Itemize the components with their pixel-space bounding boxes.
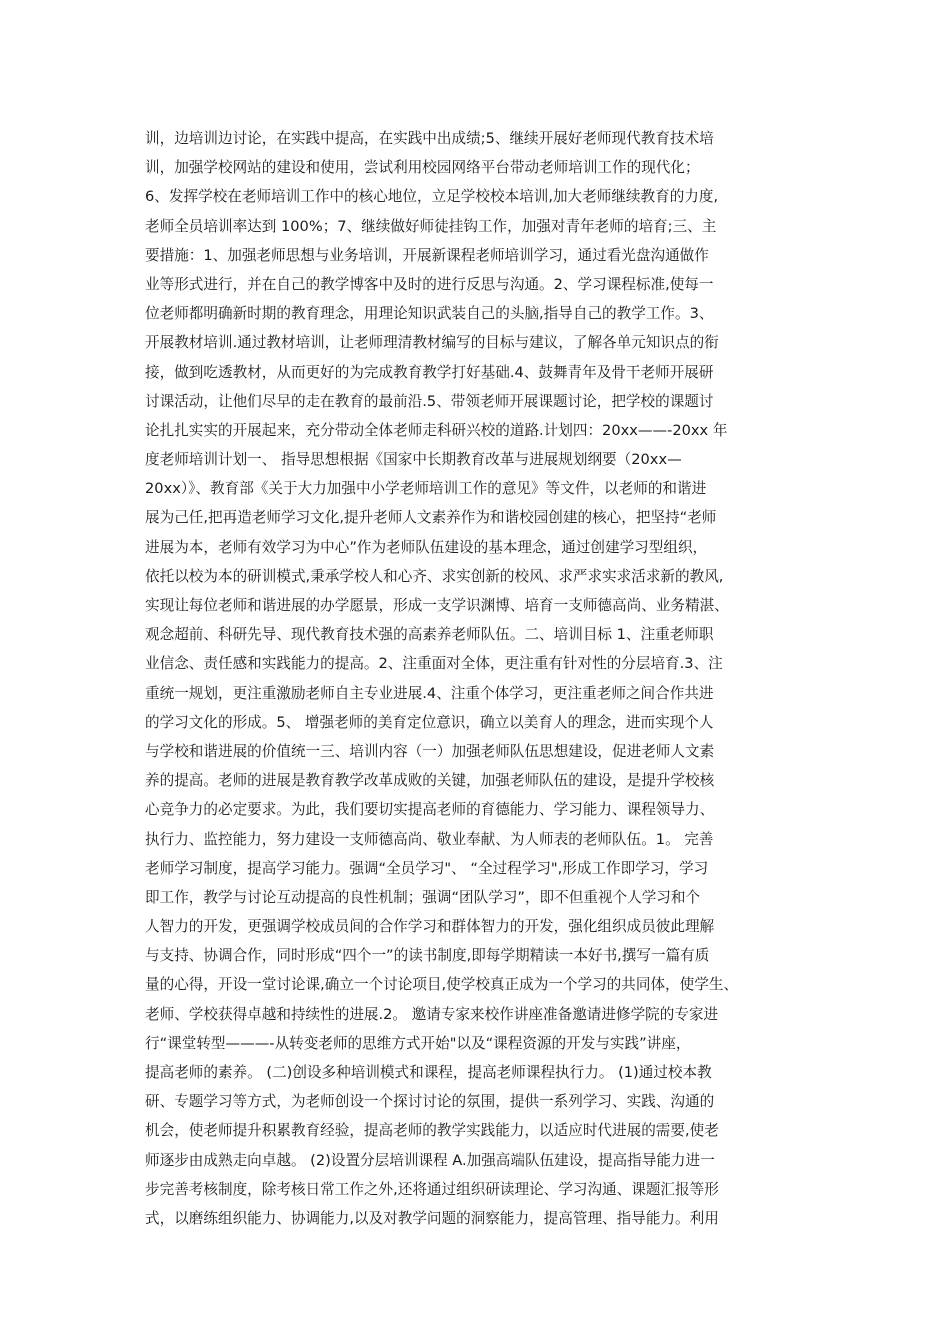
text-line: 位老师都明确新时期的教育理念，用理论知识武装自己的头脑,指导自己的教学工作。3、 <box>145 305 714 323</box>
text-line: 式，以磨练组织能力、协调能力,以及对教学问题的洞察能力，提高管理、指导能力。利用 <box>145 1209 719 1227</box>
text-line: 养的提高。老师的进展是教育教学改革成败的关键，加强老师队伍的建设，是提升学校核 <box>145 772 715 790</box>
text-line: 度老师培训计划一、 指导思想根据《国家中长期教育改革与进展规划纲要（20xx— <box>145 451 682 469</box>
text-line: 量的心得，开设一堂讨论课,确立一个讨论项目,使学校真正成为一个学习的共同体，使学生、 <box>145 976 739 994</box>
text-line: 机会，使老师提升积累教育经验，提高老师的教学实践能力，以适应时代进展的需要,使老 <box>145 1122 719 1140</box>
text-line: 业等形式进行，并在自己的教学博客中及时的进行反思与沟通。2、学习课程标准,使每一 <box>145 275 714 293</box>
text-line: 人智力的开发，更强调学校成员间的合作学习和群体智力的开发，强化组织成员彼此理解 <box>145 918 715 936</box>
text-line: 老师、学校获得卓越和持续性的进展.2。 邀请专家来校作讲座准备邀请进修学院的专家进 <box>145 1005 719 1023</box>
text-line: 论扎扎实实的开展起来，充分带动全体老师走科研兴校的道路.计划四：20xx——-20xx 年 <box>145 421 728 439</box>
text-line: 业信念、责任感和实践能力的提高。2、注重面对全体，更注重有针对性的分层培育.3、注 <box>145 655 723 673</box>
text-line: 研、专题学习等方式，为老师创设一个探讨讨论的氛围，提供一系列学习、实践、沟通的 <box>145 1093 715 1111</box>
text-line: 提高老师的素养。 (二)创设多种培训模式和课程，提高老师课程执行力。 (1)通过校本教 <box>145 1064 712 1081</box>
text-line: 步完善考核制度，除考核日常工作之外,还将通过组织研读理论、学习沟通、课题汇报等形 <box>145 1180 719 1198</box>
text-line: 即工作，教学与讨论互动提高的良性机制；强调“团队学习”，即不但重视个人学习和个 <box>145 888 701 906</box>
text-line: 与支持、协调合作，同时形成“四个一”的读书制度,即每学期精读一本好书,撰写一篇有质 <box>145 947 710 965</box>
text-line: 依托以校为本的研训模式,秉承学校人和心齐、求实创新的校风、求严求实求活求新的教风, <box>145 567 724 585</box>
text-line: 20xx）》、教育部《关于大力加强中小学老师培训工作的意见》等文件，以老师的和谐进 <box>145 480 707 498</box>
text-line: 行“课堂转型———-从转变老师的思维方式开始"以及“课程资源的开发与实践”讲座， <box>145 1034 691 1052</box>
text-line: 进展为本，老师有效学习为中心”作为老师队伍建设的基本理念，通过创建学习型组织， <box>145 538 708 556</box>
text-line: 训，边培训边讨论，在实践中提高，在实践中出成绩;5、继续开展好老师现代教育技术培 <box>145 130 714 147</box>
text-line: 实现让每位老师和谐进展的办学愿景，形成一支学识渊博、培育一支师德高尚、业务精湛、 <box>145 597 729 614</box>
text-line: 要措施：1、加强老师思想与业务培训，开展新课程老师培训学习，通过看光盘沟通做作 <box>145 246 709 264</box>
text-line: 6、发挥学校在老师培训工作中的核心地位，立足学校校本培训,加大老师继续教育的力度, <box>145 188 719 206</box>
text-line: 观念超前、科研先导、现代教育技术强的高素养老师队伍。二、培训目标 1、注重老师职 <box>145 626 714 644</box>
text-line: 训，加强学校网站的建设和使用，尝试利用校园网络平台带动老师培训工作的现代化； <box>145 159 700 177</box>
body-text <box>145 124 810 1233</box>
text-line: 的学习文化的形成。5、 增强老师的美育定位意识，确立以美育人的理念，进而实现个人 <box>145 713 714 731</box>
text-line: 执行力、监控能力，努力建设一支师德高尚、敬业奉献、为人师表的老师队伍。1。 完善 <box>145 830 714 848</box>
text-line: 讨课活动，让他们尽早的走在教育的最前沿.5、带领老师开展课题讨论，把学校的课题讨 <box>145 392 714 410</box>
text-line: 开展教材培训.通过教材培训，让老师理清教材编写的目标与建议，了解各单元知识点的衔 <box>145 334 719 352</box>
text-line: 重统一规划，更注重激励老师自主专业进展.4、注重个体学习，更注重老师之间合作共进 <box>145 684 714 702</box>
text-line: 老师全员培训率达到 100%；7、继续做好师徒挂钩工作，加强对青年老师的培育;三、主 <box>145 217 717 235</box>
text-line: 师逐步由成熟走向卓越。 (2)设置分层培训课程 A.加强高端队伍建设，提高指导能力进一 <box>145 1151 715 1169</box>
text-line: 与学校和谐进展的价值统一三、培训内容（一）加强老师队伍思想建设，促进老师人文素 <box>145 742 715 760</box>
text-line: 接，做到吃透教材，从而更好的为完成教育教学打好基础.4、鼓舞青年及骨干老师开展研 <box>145 363 714 381</box>
text-line: 展为己任,把再造老师学习文化,提升老师人文素养作为和谐校园创建的核心，把坚持“老师 <box>145 509 717 527</box>
text-line: 心竞争力的必定要求。为此，我们要切实提高老师的育德能力、学习能力、课程领导力、 <box>145 801 715 819</box>
text-line: 老师学习制度，提高学习能力。强调“全员学习"、 “全过程学习",形成工作即学习，学习 <box>145 859 709 877</box>
